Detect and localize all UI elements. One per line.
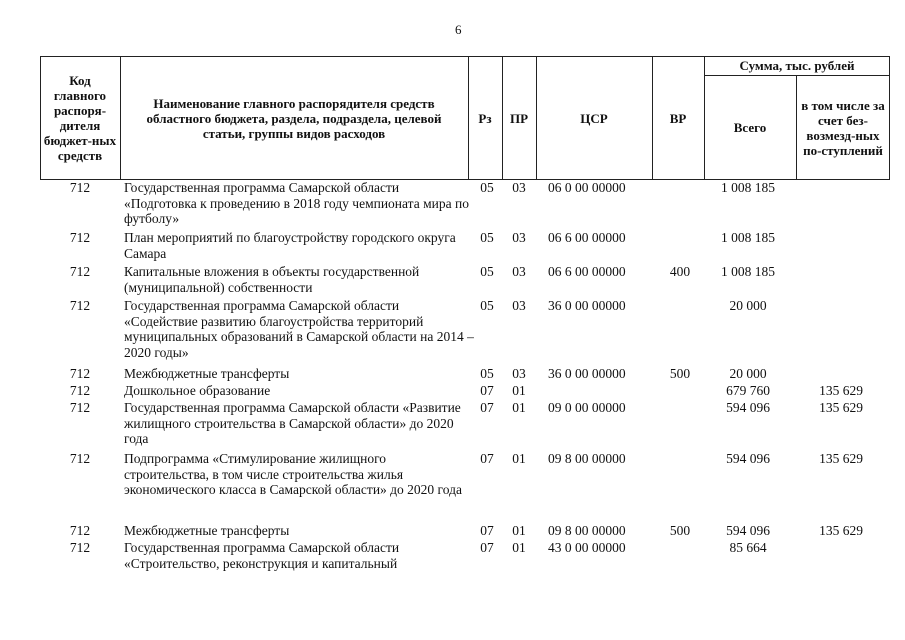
row-total: 20 000 bbox=[729, 366, 767, 381]
table-row bbox=[40, 540, 890, 574]
row-csr: 09 8 00 00000 bbox=[548, 523, 626, 538]
row-code: 712 bbox=[69, 298, 91, 313]
row-rz: 05 bbox=[480, 230, 494, 245]
row-name: Капитальные вложения в объекты государственной (муниципальной) собственности bbox=[124, 264, 420, 295]
row-name: Государственная программа Самарской области «Развитие жилищного строительства в Самарской области» до 2020 года bbox=[124, 400, 461, 446]
row-name: Государственная программа Самарской области «Строительство, реконструкция и капитальный bbox=[124, 540, 400, 571]
row-name: Дошкольное образование bbox=[124, 383, 271, 398]
row-code: 712 bbox=[69, 540, 91, 555]
row-total: 85 664 bbox=[729, 540, 767, 555]
table-row bbox=[40, 400, 890, 451]
row-pr: 03 bbox=[512, 298, 526, 313]
row-vr: 400 bbox=[669, 264, 691, 279]
row-name: Государственная программа Самарской области «Содействие развитию благоустройства территорий муниципальных образований в Самарской области на 2014 – 2020 годы» bbox=[124, 298, 474, 360]
row-rz: 07 bbox=[480, 523, 494, 538]
row-pr: 01 bbox=[512, 523, 526, 538]
row-code: 712 bbox=[69, 400, 91, 415]
header-pr: ПР bbox=[509, 110, 529, 126]
header-code: Код главного распоря-дителя бюджет-ных средств bbox=[43, 73, 117, 163]
header-total: Всего bbox=[733, 120, 767, 135]
page-number: 6 bbox=[455, 22, 462, 37]
table-body bbox=[40, 180, 890, 574]
header-incl: в том числе за счет без-возмезд-ных по-ступлений bbox=[801, 97, 885, 158]
table-row bbox=[40, 298, 890, 366]
row-total: 20 000 bbox=[729, 298, 767, 313]
header-rz: Рз bbox=[478, 110, 492, 126]
row-code: 712 bbox=[69, 180, 91, 195]
row-csr: 43 0 00 00000 bbox=[548, 540, 626, 555]
table-row bbox=[40, 230, 890, 264]
table-row bbox=[40, 523, 890, 540]
row-csr: 06 6 00 00000 bbox=[548, 230, 626, 245]
row-code: 712 bbox=[69, 366, 91, 381]
row-pr: 01 bbox=[512, 451, 526, 466]
row-csr: 36 0 00 00000 bbox=[548, 366, 626, 381]
row-code: 712 bbox=[69, 523, 91, 538]
row-code: 712 bbox=[69, 383, 91, 398]
row-name: Межбюджетные трансферты bbox=[124, 366, 290, 381]
row-incl: 135 629 bbox=[819, 400, 863, 415]
row-rz: 07 bbox=[480, 540, 494, 555]
row-pr: 01 bbox=[512, 383, 526, 398]
row-pr: 03 bbox=[512, 366, 526, 381]
row-pr: 03 bbox=[512, 230, 526, 245]
row-name: Подпрограмма «Стимулирование жилищного строительства, в том числе строительства жилья экономического класса в Самарской области» до 2020 года bbox=[124, 451, 462, 497]
row-rz: 05 bbox=[480, 180, 494, 195]
row-incl: 135 629 bbox=[819, 523, 863, 538]
row-csr: 09 8 00 00000 bbox=[548, 451, 626, 466]
row-vr: 500 bbox=[669, 366, 691, 381]
row-total: 679 760 bbox=[726, 383, 770, 398]
row-code: 712 bbox=[69, 451, 91, 466]
row-total: 1 008 185 bbox=[721, 180, 775, 195]
row-total: 1 008 185 bbox=[721, 264, 775, 279]
table-row bbox=[40, 366, 890, 383]
header-vr: ВР bbox=[669, 110, 687, 126]
row-rz: 07 bbox=[480, 400, 494, 415]
row-name: Государственная программа Самарской области «Подготовка к проведению в 2018 году чемпионата мира по футболу» bbox=[124, 180, 469, 226]
table-header bbox=[40, 56, 890, 180]
row-code: 712 bbox=[69, 264, 91, 279]
row-rz: 07 bbox=[480, 383, 494, 398]
row-incl: 135 629 bbox=[819, 451, 863, 466]
row-pr: 03 bbox=[512, 180, 526, 195]
header-csr: ЦСР bbox=[580, 110, 608, 126]
row-rz: 05 bbox=[480, 298, 494, 313]
row-rz: 05 bbox=[480, 264, 494, 279]
row-csr: 36 0 00 00000 bbox=[548, 298, 626, 313]
row-total: 1 008 185 bbox=[721, 230, 775, 245]
row-name: Межбюджетные трансферты bbox=[124, 523, 290, 538]
row-code: 712 bbox=[69, 230, 91, 245]
table-row bbox=[40, 383, 890, 400]
row-csr: 09 0 00 00000 bbox=[548, 400, 626, 415]
table-row bbox=[40, 264, 890, 298]
header-name: Наименование главного распорядителя средств областного бюджета, раздела, подраздела, целевой статьи, группы видов расходов bbox=[146, 95, 442, 141]
row-vr: 500 bbox=[669, 523, 691, 538]
table-row bbox=[40, 180, 890, 230]
row-csr: 06 0 00 00000 bbox=[548, 180, 626, 195]
table-row bbox=[40, 451, 890, 523]
row-name: План мероприятий по благоустройству городского округа Самара bbox=[124, 230, 456, 261]
row-rz: 05 bbox=[480, 366, 494, 381]
row-total: 594 096 bbox=[726, 451, 770, 466]
row-rz: 07 bbox=[480, 451, 494, 466]
row-pr: 03 bbox=[512, 264, 526, 279]
row-csr: 06 6 00 00000 bbox=[548, 264, 626, 279]
row-incl: 135 629 bbox=[819, 383, 863, 398]
row-total: 594 096 bbox=[726, 400, 770, 415]
row-pr: 01 bbox=[512, 540, 526, 555]
row-total: 594 096 bbox=[726, 523, 770, 538]
header-sum: Сумма, тыс. рублей bbox=[739, 58, 855, 73]
row-pr: 01 bbox=[512, 400, 526, 415]
